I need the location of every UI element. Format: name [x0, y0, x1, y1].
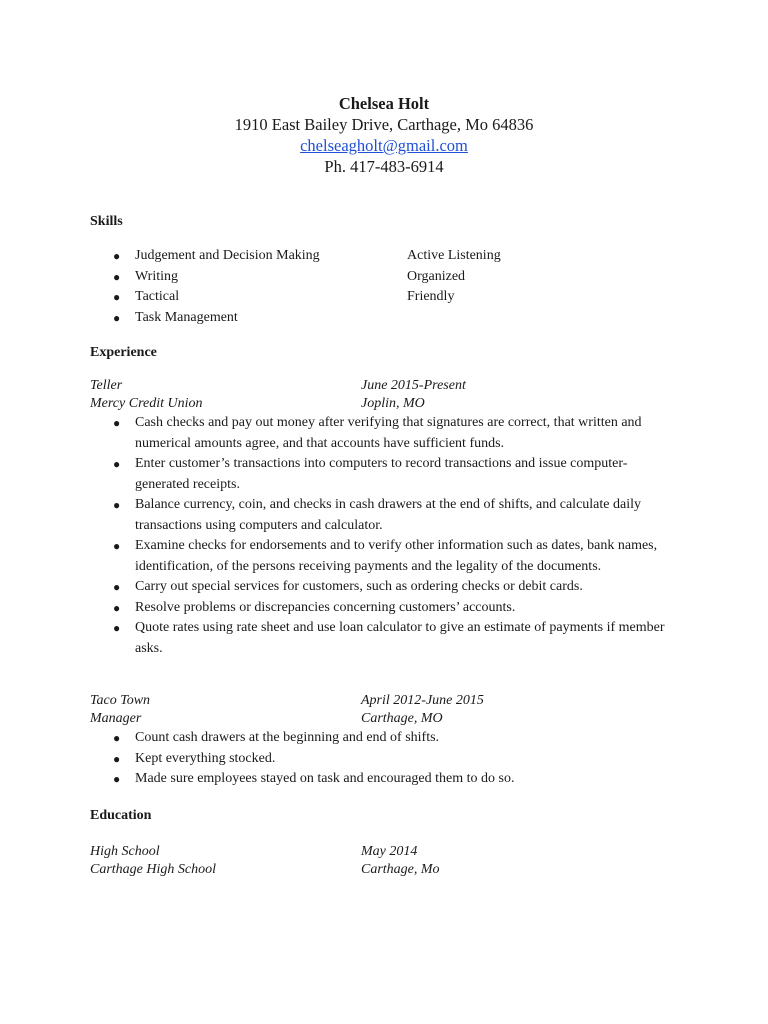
skills-heading: Skills	[90, 214, 123, 229]
skills-list-left	[113, 246, 320, 328]
education-entry	[90, 843, 680, 879]
phone-line: Ph. 417-483-6914	[324, 157, 444, 176]
job-bullets	[90, 413, 680, 659]
list-item: ● Carry out special services for customers, such as ordering checks or debit cards.	[90, 577, 680, 598]
skills-list-right	[407, 246, 501, 308]
job-entry	[90, 692, 680, 790]
list-item: ● Kept everything stocked.	[90, 749, 680, 770]
bullet-icon: ●	[113, 416, 121, 430]
education-heading: Education	[90, 808, 152, 823]
skill-item: Active Listening	[407, 248, 501, 263]
resume-header	[0, 93, 768, 177]
list-item: ● Resolve problems or discrepancies concerning customers’ accounts.	[90, 598, 680, 619]
job-title: Taco Town	[90, 693, 151, 708]
list-item: ● Enter customer’s transactions into computers to record transactions and issue computer-generated receipts.	[90, 454, 680, 495]
list-item: ● Balance currency, coin, and checks in cash drawers at the end of shifts, and calculate daily transactions using computers and calculator.	[90, 495, 680, 536]
job-location: Carthage, MO	[361, 711, 443, 726]
list-item: ● Cash checks and pay out money after verifying that signatures are correct, that written and numerical amounts agree, and that accounts have sufficient funds.	[90, 413, 680, 454]
skill-item: Organized	[407, 268, 466, 284]
skill-item: Friendly	[407, 289, 455, 304]
list-item: ● Made sure employees stayed on task and encouraged them to do so.	[90, 769, 680, 790]
skill-item: ● Writing	[113, 267, 320, 288]
job-company: Manager	[90, 711, 142, 726]
bullet-icon: ●	[113, 580, 121, 594]
bullet-icon: ●	[113, 457, 121, 471]
candidate-name: Chelsea Holt	[338, 94, 430, 113]
school-location: Carthage, Mo	[361, 862, 440, 877]
address-line: 1910 East Bailey Drive, Carthage, Mo 64836	[234, 115, 534, 134]
school-name: Carthage High School	[90, 862, 216, 877]
job-bullets	[90, 728, 680, 790]
bullet-icon: ●	[113, 731, 121, 745]
graduation-date: May 2014	[361, 844, 418, 859]
bullet-icon: ●	[113, 290, 121, 304]
bullet-icon: ●	[113, 249, 121, 263]
bullet-icon: ●	[113, 310, 121, 325]
bullet-icon: ●	[113, 498, 121, 512]
bullet-icon: ●	[113, 269, 121, 284]
bullet-icon: ●	[113, 751, 121, 766]
school-level: High School	[90, 844, 160, 859]
experience-heading: Experience	[90, 345, 157, 360]
job-location: Joplin, MO	[361, 396, 425, 411]
bullet-icon: ●	[113, 772, 121, 786]
email-link[interactable]: chelseagholt@gmail.com	[300, 136, 468, 155]
bullet-icon: ●	[113, 621, 121, 635]
list-item: ● Quote rates using rate sheet and use loan calculator to give an estimate of payments if member asks.	[90, 618, 680, 659]
skill-item: ● Tactical	[113, 287, 320, 308]
list-item: ● Examine checks for endorsements and to verify other information such as dates, bank names, identification, of the persons receiving payments and the legality of the documents.	[90, 536, 680, 577]
bullet-icon: ●	[113, 539, 121, 553]
job-entry	[90, 377, 680, 659]
bullet-icon: ●	[113, 600, 121, 615]
job-title: Teller	[90, 378, 123, 393]
skill-item: ● Judgement and Decision Making	[113, 246, 320, 267]
job-date: June 2015-Present	[361, 378, 466, 393]
list-item: ● Count cash drawers at the beginning and end of shifts.	[90, 728, 680, 749]
job-date: April 2012-June 2015	[361, 693, 484, 708]
skill-item: ● Task Management	[113, 308, 320, 329]
job-company: Mercy Credit Union	[90, 396, 203, 411]
